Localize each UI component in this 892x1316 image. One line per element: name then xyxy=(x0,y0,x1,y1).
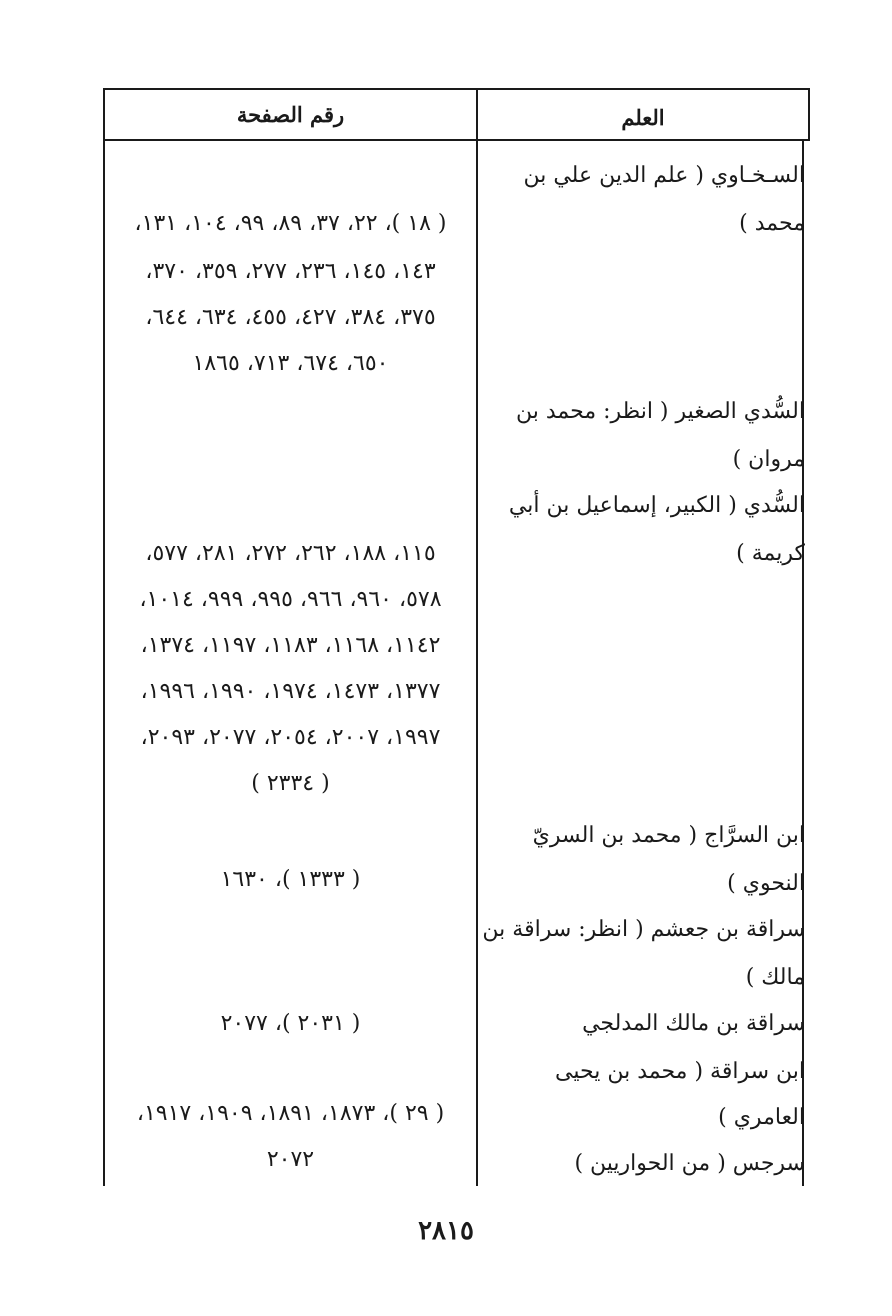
entry-page-numbers: ٢٠٧٢ xyxy=(266,1147,315,1172)
entry-page-numbers: ( ٢٠٣١ )، ٢٠٧٧ xyxy=(220,1011,361,1036)
entry-page-numbers: ١١٤٢، ١١٦٨، ١١٨٣، ١١٩٧، ١٣٧٤، xyxy=(140,633,441,658)
entry-page-numbers: ( ١٣٣٣ )، ١٦٣٠ xyxy=(220,867,361,892)
entry-page-numbers: ١٣٧٧، ١٤٧٣، ١٩٧٤، ١٩٩٠، ١٩٩٦، xyxy=(140,679,441,704)
entry-page-numbers: ( ١٨ )، ٢٢، ٣٧، ٨٩، ٩٩، ١٠٤، ١٣١، xyxy=(134,211,447,236)
entry-name-line: كريمة ) xyxy=(736,541,805,566)
entry-page-numbers: ١٤٣، ١٤٥، ٢٣٦، ٢٧٧، ٣٥٩، ٣٧٠، xyxy=(145,259,436,284)
entry-name-line: سراقة بن مالك المدلجي xyxy=(582,1011,805,1036)
entry-page-numbers: ( ٢٩ )، ١٨٧٣، ١٨٩١، ١٩٠٩، ١٩١٧، xyxy=(136,1101,445,1126)
entry-name-line: ابن سراقة ( محمد بن يحيى xyxy=(555,1059,805,1084)
entry-name-line: محمد ) xyxy=(739,211,805,236)
entry-page-numbers: ١٩٩٧، ٢٠٠٧، ٢٠٥٤، ٢٠٧٧، ٢٠٩٣، xyxy=(140,725,441,750)
header-name-column: العلم xyxy=(621,105,665,130)
table-left-border xyxy=(103,88,105,1186)
entry-name-line: السُّدي ( الكبير، إسماعيل بن أبي xyxy=(508,493,805,518)
entry-page-numbers: ( ٢٣٣٤ ) xyxy=(251,771,330,796)
table-top-border xyxy=(103,88,810,90)
entry-page-numbers: ٥٧٨، ٩٦٠، ٩٦٦، ٩٩٥، ٩٩٩، ١٠١٤، xyxy=(139,587,442,612)
entry-name-line: النحوي ) xyxy=(727,871,805,896)
entry-page-numbers: ٣٧٥، ٣٨٤، ٤٢٧، ٤٥٥، ٦٣٤، ٦٤٤، xyxy=(145,305,436,330)
entry-name-line: سراقة بن جعشم ( انظر: سراقة بن xyxy=(482,917,805,942)
entry-page-numbers: ٦٥٠، ٦٧٤، ٧١٣، ١٨٦٥ xyxy=(192,351,389,376)
entry-name-line: ابن السرَّاج ( محمد بن السريّ xyxy=(532,823,805,848)
header-page-column: رقم الصفحة xyxy=(236,102,345,127)
entry-name-line: السُّدي الصغير ( انظر: محمد بن xyxy=(516,399,805,424)
entry-page-numbers: ١١٥، ١٨٨، ٢٦٢، ٢٧٢، ٢٨١، ٥٧٧، xyxy=(145,541,436,566)
entry-name-line: السـخـاوي ( علم الدين علي بن xyxy=(523,163,805,188)
entry-name-line: العامري ) xyxy=(718,1105,805,1130)
entry-name-line: سرجس ( من الحواريين ) xyxy=(574,1151,805,1176)
entry-name-line: مالك ) xyxy=(745,965,805,990)
column-divider xyxy=(476,88,478,1186)
entry-name-line: مروان ) xyxy=(732,447,805,472)
page-number: ٢٨١٥ xyxy=(418,1216,474,1246)
table-right-border-header xyxy=(808,88,810,141)
